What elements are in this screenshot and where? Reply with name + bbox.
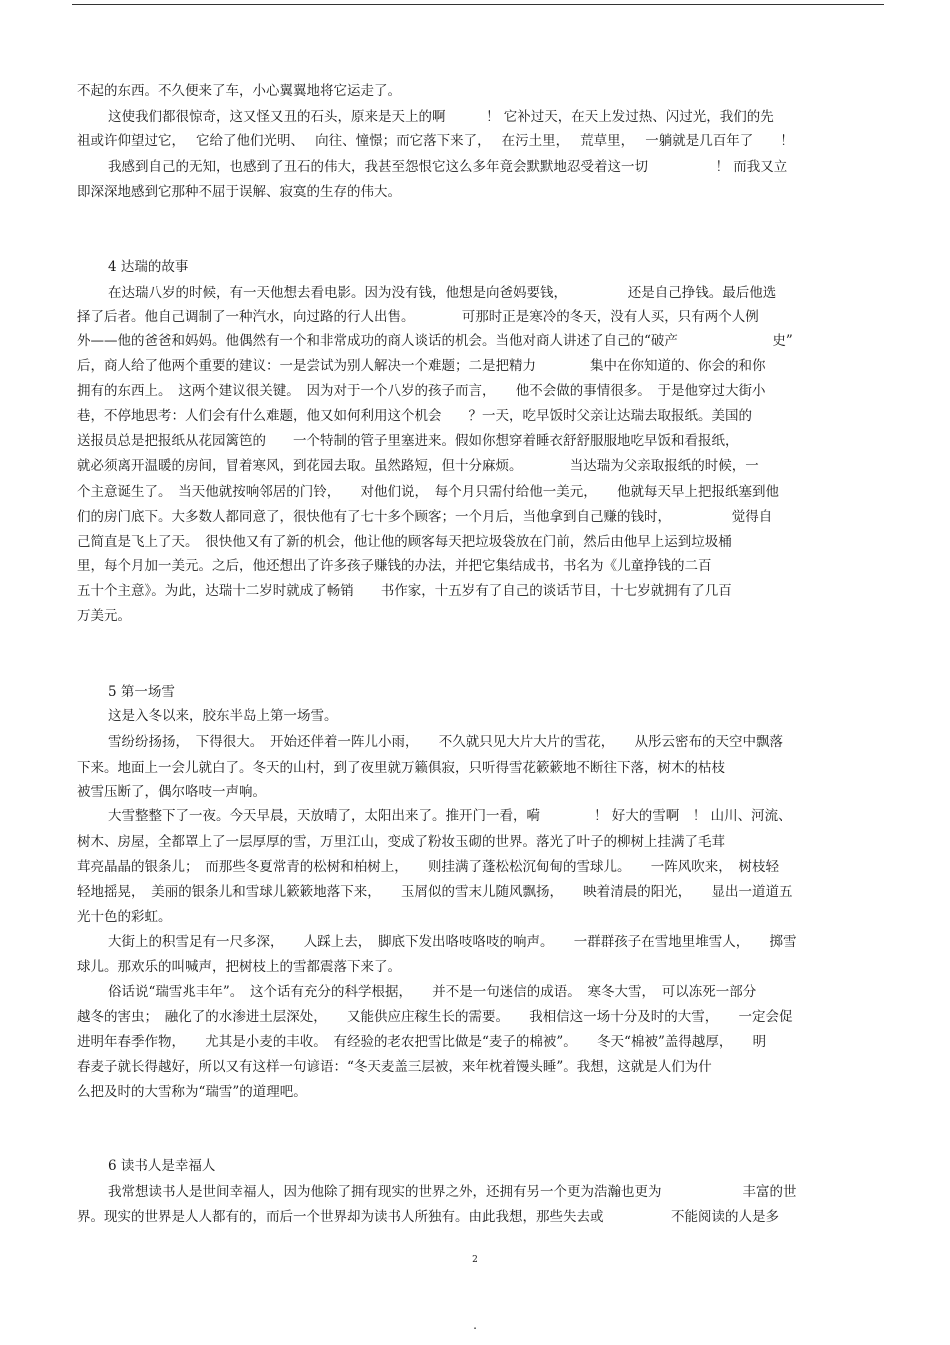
text-line: 么把及时的大雪称为“瑞雪”的道理吧。: [77, 1084, 307, 1100]
text-line: 们的房门底下。大多数人都同意了，很快他有了七十多个顾客；一个月后，当他拿到自己赚的钱时， 觉得自: [77, 509, 773, 525]
section-heading: 5 第一场雪: [108, 684, 175, 700]
text-line: 择了后者。他自己调制了一种汽水，向过路的行人出售。 可那时正是寒冷的冬天，没有人买，只有两个人例: [77, 309, 759, 325]
text-line: 个主意诞生了。 当天他就按响邻居的门铃， 对他们说， 每个月只需付给他一美元， 他就每天早上把报纸塞到他: [77, 484, 779, 500]
text-line: 送报员总是把报纸从花园篱笆的 一个特制的管子里塞进来。假如你想穿着睡衣舒舒服服地吃早饭和看报纸，: [77, 433, 739, 449]
text-line: 轻地摇晃， 美丽的银条儿和雪球儿簌簌地落下来， 玉屑似的雪末儿随风飘扬， 映着清晨的阳光， 显出一道道五: [77, 884, 793, 900]
text-line: 俗话说“瑞雪兆丰年”。 这个话有充分的科学根据， 并不是一句迷信的成语。 寒冬大雪， 可以冻死一部分: [108, 984, 757, 1000]
text-line: 球儿。那欢乐的叫喊声，把树枝上的雪都震落下来了。: [77, 959, 401, 975]
text-line: 不起的东西。不久便来了车，小心翼翼地将它运走了。: [77, 83, 401, 99]
text-line: 茸亮晶晶的银条儿； 而那些冬夏常青的松树和柏树上， 则挂满了蓬松松沉甸甸的雪球儿。 一阵风吹来， 树枝轻: [77, 859, 779, 875]
text-line: 光十色的彩虹。: [77, 909, 172, 925]
top-rule: [72, 4, 884, 5]
text-line: 被雪压断了，偶尔咯吱一声响。: [77, 784, 266, 800]
text-line: 外——他的爸爸和妈妈。他偶然有一个和非常成功的商人谈话的机会。当他对商人讲述了自己的“破产 史”: [77, 333, 793, 349]
text-line: 越冬的害虫； 融化了的水渗进土层深处， 又能供应庄稼生长的需要。 我相信这一场十分及时的大雪， 一定会促: [77, 1009, 793, 1025]
text-line: 这是入冬以来，胶东半岛上第一场雪。: [108, 708, 338, 724]
text-line: 春麦子就长得越好，所以又有这样一句谚语：“冬天麦盖三层被，来年枕着馒头睡”。我想，这就是人们为什: [77, 1059, 712, 1075]
text-line: 拥有的东西上。 这两个建议很关键。 因为对于一个八岁的孩子而言， 他不会做的事情很多。 于是他穿过大街小: [77, 383, 766, 399]
text-line: 万美元。: [77, 608, 131, 624]
text-line: 即深深地感到它那种不屈于误解、寂寞的生存的伟大。: [77, 184, 401, 200]
section-heading: 6 读书人是幸福人: [108, 1158, 216, 1174]
page-number: 2: [472, 1255, 478, 1265]
text-line: 下来。地面上一会儿就白了。冬天的山村，到了夜里就万籁俱寂，只听得雪花簌簌地不断往下落，树木的枯枝: [77, 760, 725, 776]
text-line: 我常想读书人是世间幸福人，因为他除了拥有现实的世界之外，还拥有另一个更为浩瀚也更为 丰富的世: [108, 1184, 797, 1200]
text-line: 大街上的积雪足有一尺多深， 人踩上去， 脚底下发出咯吱咯吱的响声。 一群群孩子在雪地里堆雪人， 掷雪: [108, 934, 797, 950]
text-line: 后，商人给了他两个重要的建议：一是尝试为别人解决一个难题；二是把精力 集中在你知道的、你会的和你: [77, 358, 766, 374]
text-line: 雪纷纷扬扬， 下得很大。 开始还伴着一阵儿小雨， 不久就只见大片大片的雪花， 从彤云密布的天空中飘落: [108, 734, 783, 750]
text-line: 祖或许仰望过它， 它给了他们光明、 向往、憧憬；而它落下来了， 在污土里， 荒草里， 一躺就是几百年了 ！: [77, 133, 794, 149]
text-line: 巷，不停地思考：人们会有什么难题，他又如何利用这个机会 ？一天，吃早饭时父亲让达瑞去取报纸。美国的: [77, 408, 752, 424]
text-line: 这使我们都很惊奇，这又怪又丑的石头，原来是天上的啊 ！ 它补过天，在天上发过热、闪过光，我们的先: [108, 109, 774, 125]
text-line: 树木、房屋，全都罩上了一层厚厚的雪，万里江山，变成了粉妆玉砌的世界。落光了叶子的柳树上挂满了毛茸: [77, 834, 725, 850]
text-line: 大雪整整下了一夜。今天早晨，天放晴了，太阳出来了。推开门一看，嗬 ！ 好大的雪啊 ！ 山川、河流、: [108, 808, 792, 824]
footer-dot: .: [473, 1318, 477, 1332]
section-heading: 4 达瑞的故事: [108, 259, 189, 275]
text-line: 就必须离开温暖的房间，冒着寒风，到花园去取。虽然路短，但十分麻烦。 当达瑞为父亲取报纸的时候，一: [77, 458, 759, 474]
text-line: 己简直是飞上了天。 很快他又有了新的机会，他让他的顾客每天把垃圾袋放在门前，然后由他早上运到垃圾桶: [77, 534, 732, 550]
text-line: 我感到自己的无知，也感到了丑石的伟大，我甚至怨恨它这么多年竟会默默地忍受着这一切 ！ 而我又立: [108, 159, 788, 175]
text-line: 里，每个月加一美元。之后，他还想出了许多孩子赚钱的办法，并把它集结成书，书名为《儿童挣钱的二百: [77, 558, 712, 574]
text-line: 进明年春季作物， 尤其是小麦的丰收。 有经验的老农把雪比做是“麦子的棉被”。 冬天“棉被”盖得越厚， 明: [77, 1034, 767, 1050]
text-line: 界。现实的世界是人人都有的，而后一个世界却为读书人所独有。由此我想，那些失去或 不能阅读的人是多: [77, 1209, 779, 1225]
text-line: 在达瑞八岁的时候，有一天他想去看电影。因为没有钱，他想是向爸妈要钱， 还是自己挣钱。最后他选: [108, 285, 777, 301]
text-line: 五十个主意》。为此，达瑞十二岁时就成了畅销 书作家，十五岁有了自己的谈话节目，十七岁就拥有了几百: [77, 583, 732, 599]
